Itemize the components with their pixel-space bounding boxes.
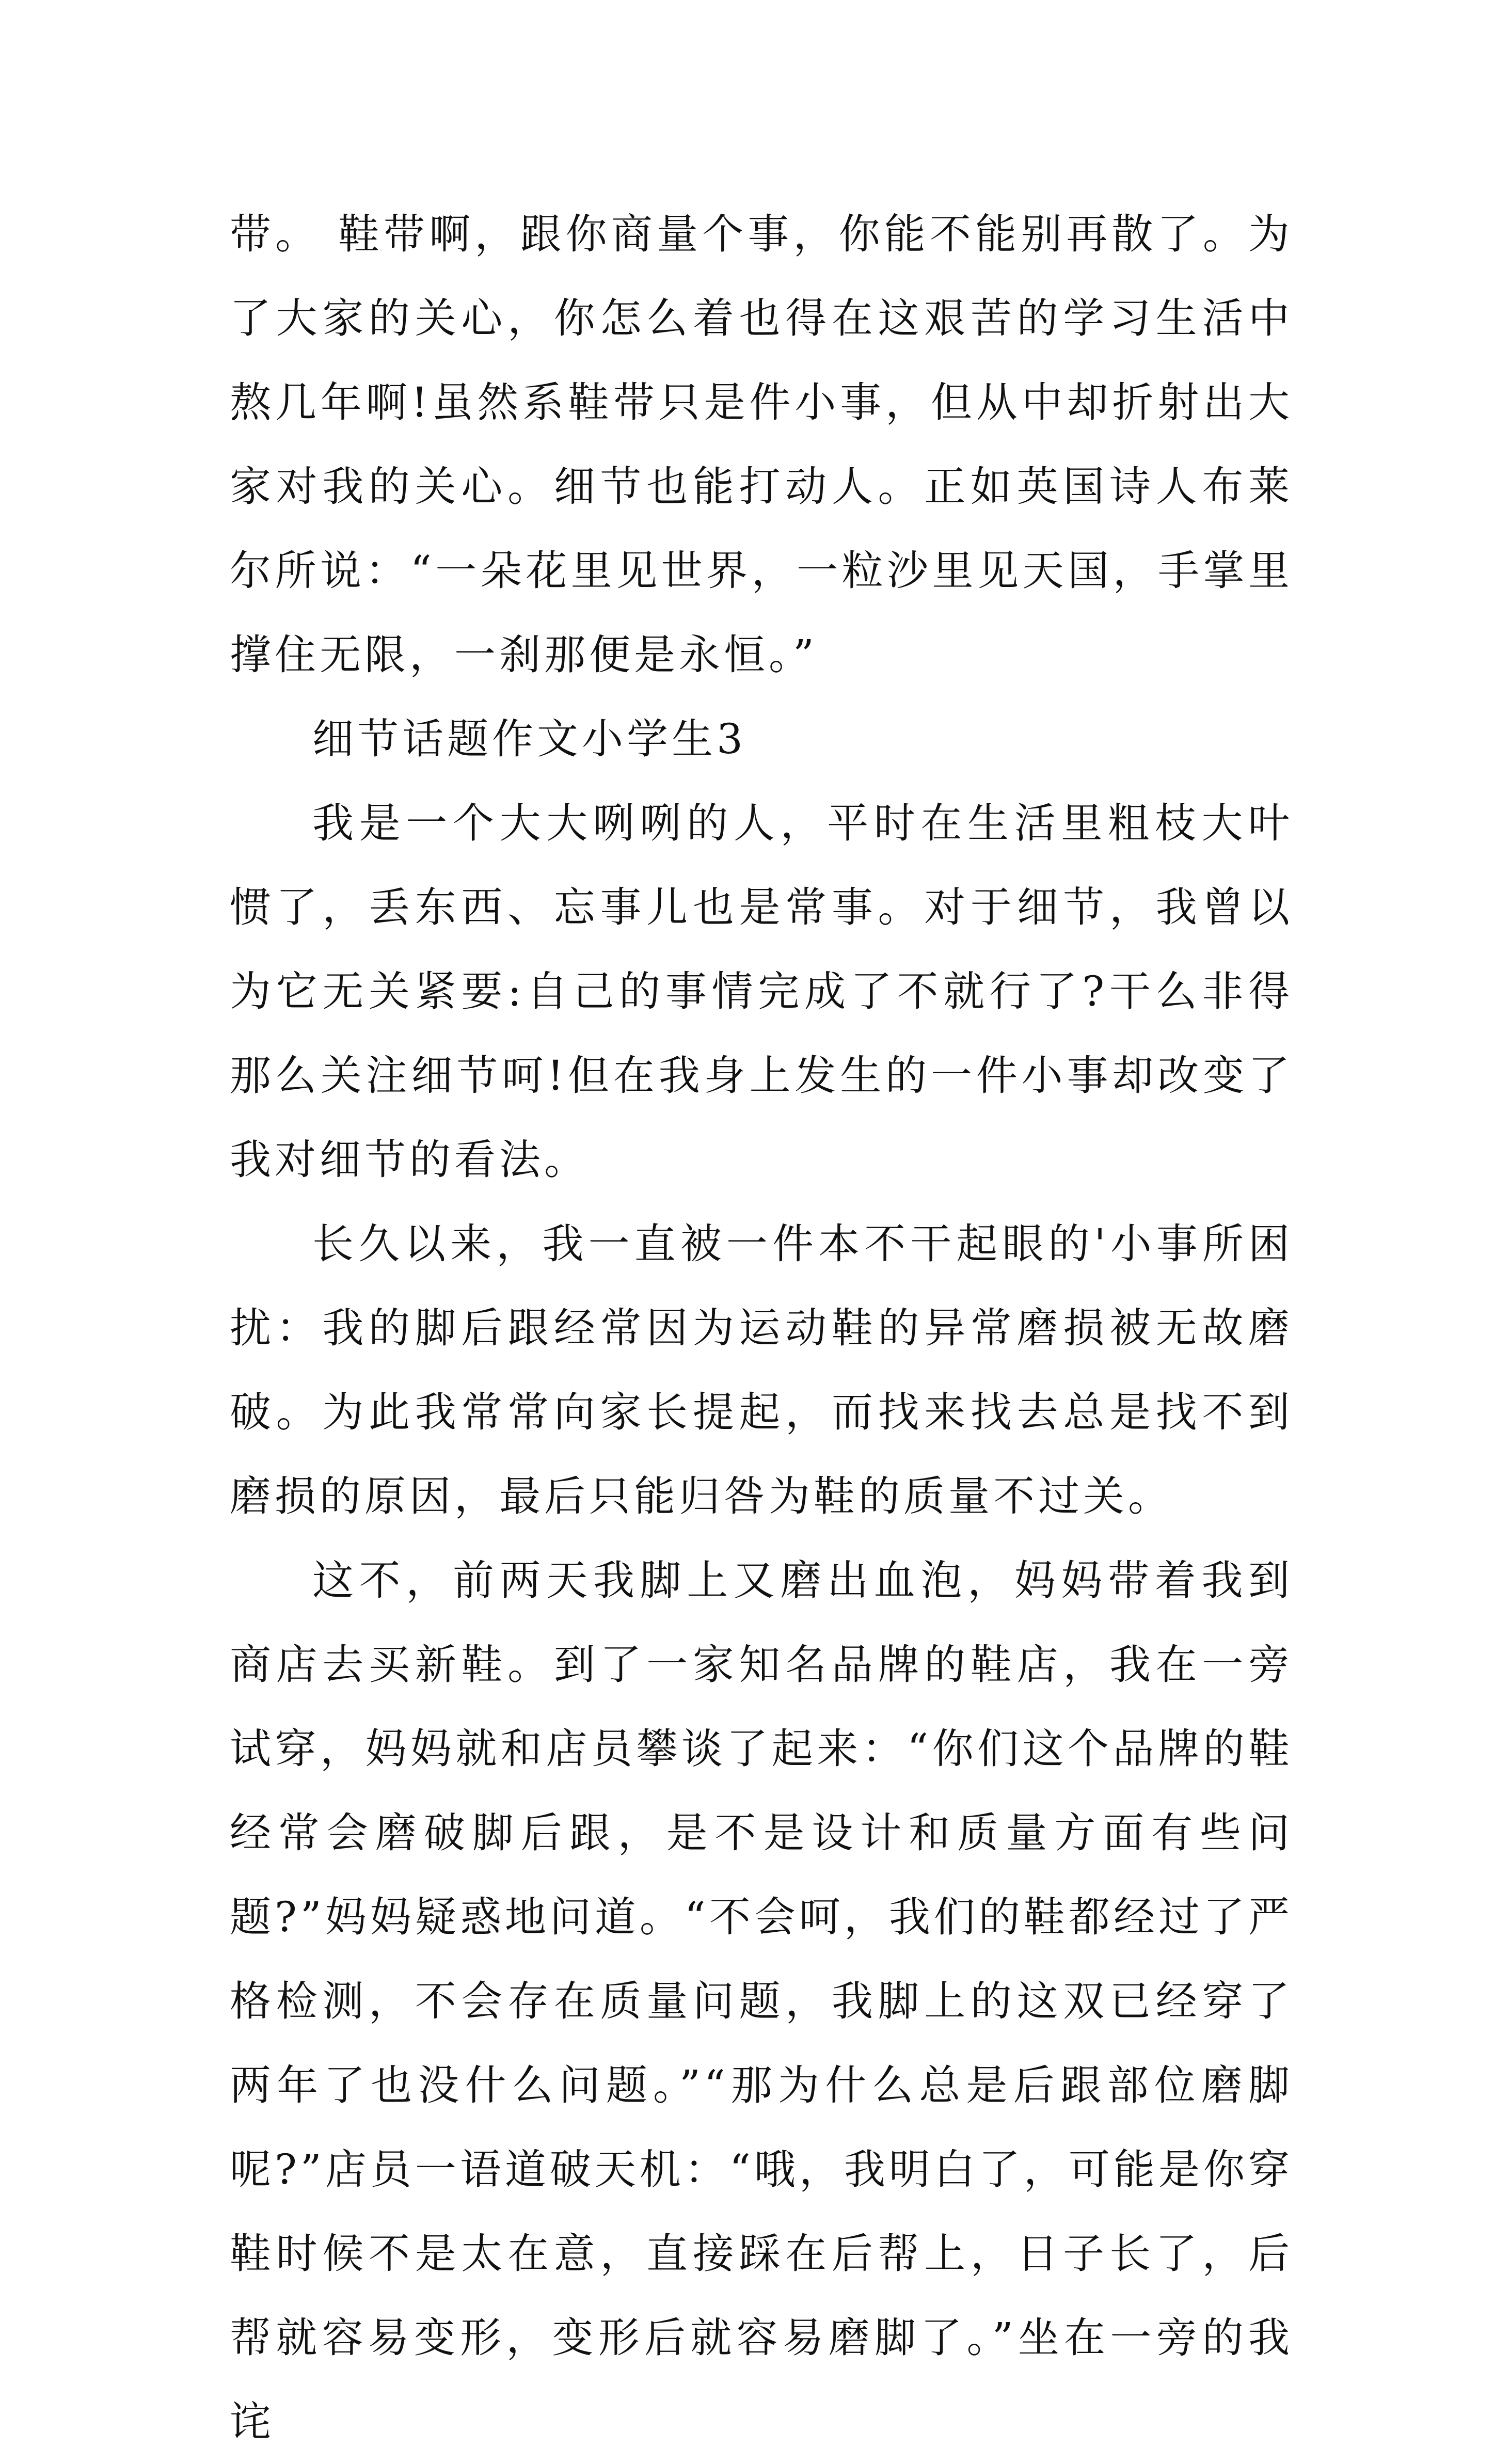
document-body (230, 192, 1293, 2464)
paragraph: 这不，前两天我脚上又磨出血泡，妈妈带着我到商店去买新鞋。到了一家知名品牌的鞋店，我在一旁试穿，妈妈就和店员攀谈了起来：“你们这个品牌的鞋经常会磨破脚后跟，是不是设计和质量方面有些问题?”妈妈疑惑地问道。“不会呵，我们的鞋都经过了严格检测，不会存在质量问题，我脚上的这双已经穿了两年了也没什么问题。”“那为什么总是后跟部位磨脚呢?”店员一语道破天机：“哦，我明白了，可能是你穿鞋时候不是太在意，直接踩在后帮上，日子长了，后帮就容易变形，变形后就容易磨脚了。”坐在一旁的我诧 (230, 1556, 1293, 2446)
section-heading: 细节话题作文小学生3 (312, 715, 746, 763)
paragraph-continued: 带。 鞋带啊，跟你商量个事，你能不能别再散了。为了大家的关心，你怎么着也得在这艰苦的学习生活中熬几年啊!虽然系鞋带只是件小事，但从中却折射出大家对我的关心。细节也能打动人。正如英国诗人布莱尔所说：“一朵花里见世界，一粒沙里见天国，手掌里撑住无限，一刹那便是永恒。” (230, 210, 1293, 679)
paragraph: 我是一个大大咧咧的人，平时在生活里粗枝大叶惯了，丢东西、忘事儿也是常事。对于细节，我曾以为它无关紧要:自己的事情完成了不就行了?干么非得那么关注细节呵!但在我身上发生的一件小事却改变了我对细节的看法。 (230, 799, 1293, 1184)
paragraph: 长久以来，我一直被一件本不干起眼的'小事所困扰：我的脚后跟经常因为运动鞋的异常磨损被无故磨破。为此我常常向家长提起，而找来找去总是找不到磨损的原因，最后只能归咎为鞋的质量不过关。 (230, 1220, 1293, 1520)
